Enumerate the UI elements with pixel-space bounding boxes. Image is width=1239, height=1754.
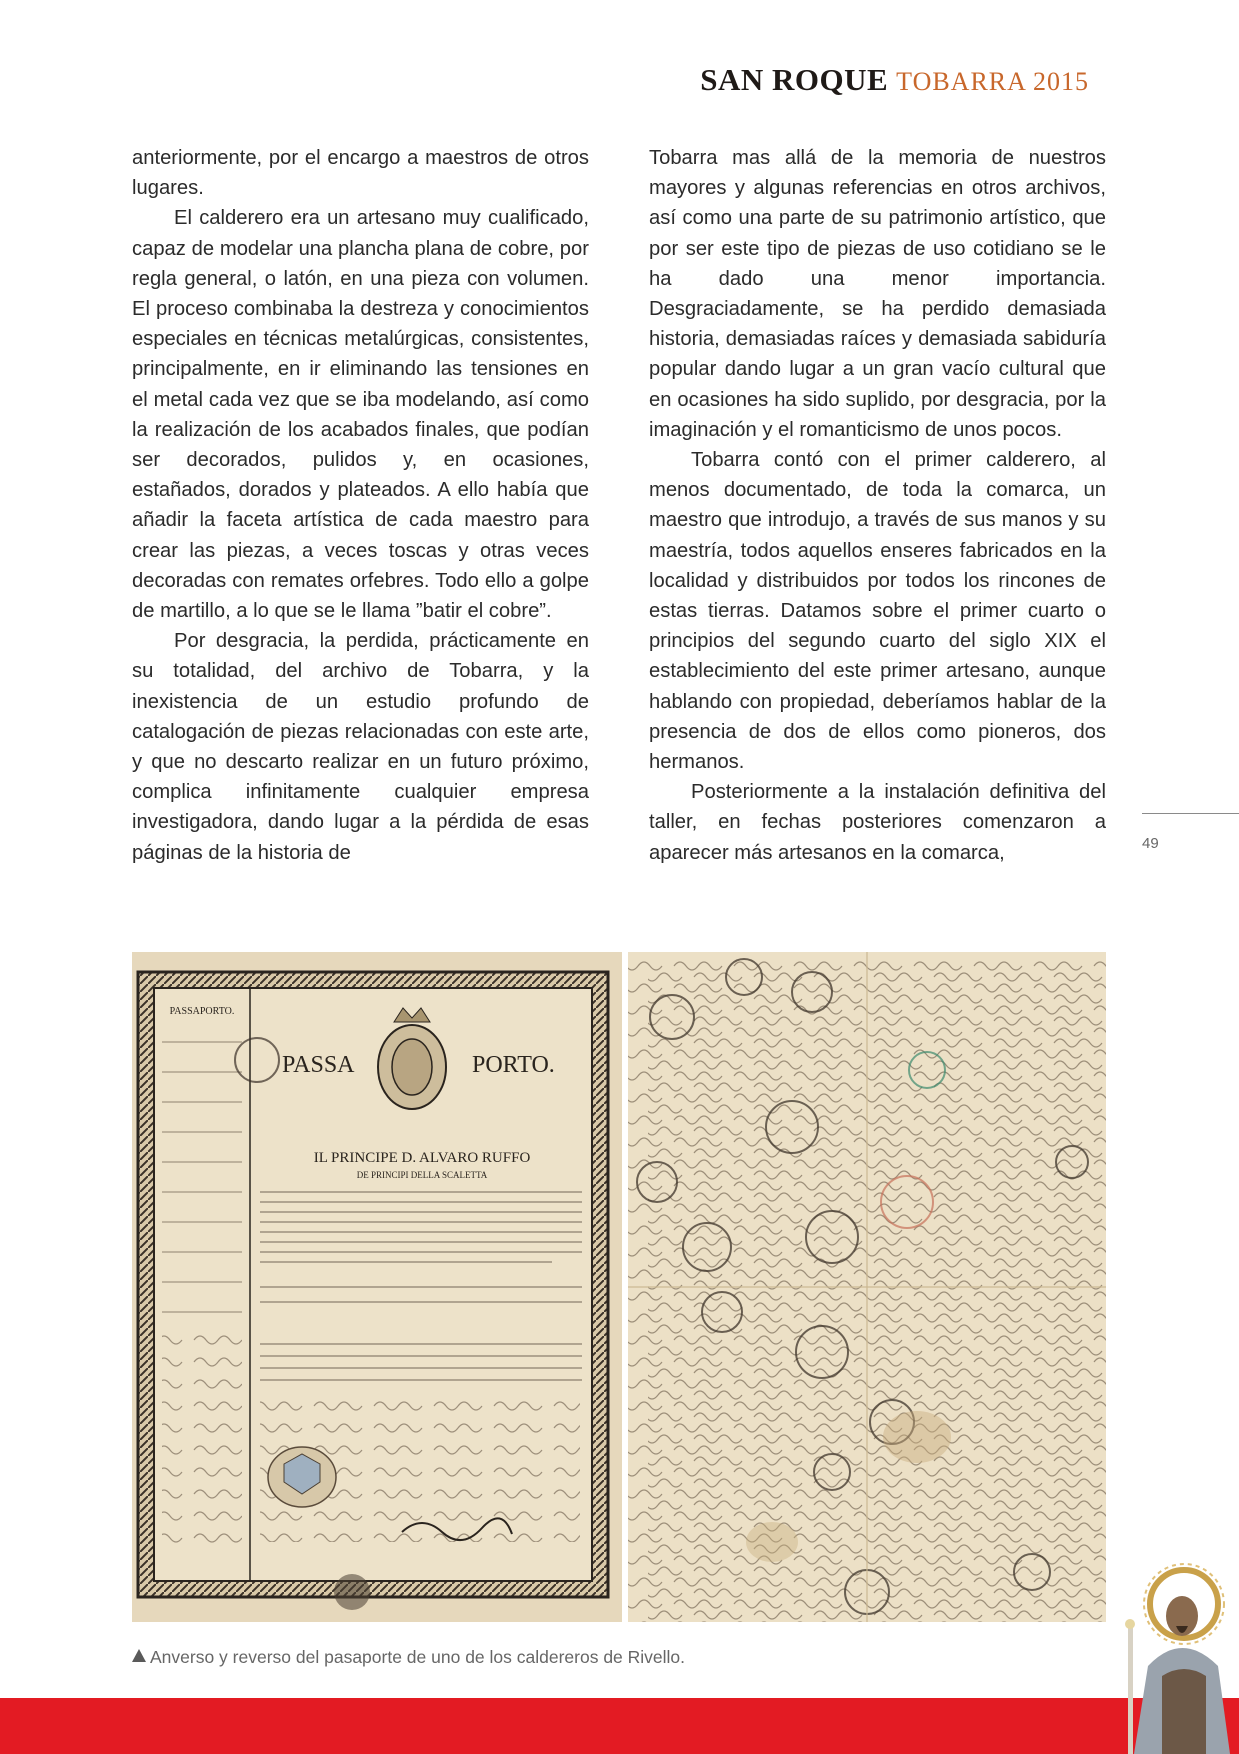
passport-issuer-subtitle: DE PRINCIPI DELLA SCALETTA xyxy=(356,1170,488,1180)
paragraph: Por desgracia, la perdida, prácticamente en su totalidad, del archivo de Tobarra, y la inexistencia de un estudio profundo de catalogación de piezas relacionadas con este arte, y que no descarto realizar en un futuro próximo, complica infinitamente cualquier empresa investigadora, dando lugar a la pérdida de esas páginas de la historia de xyxy=(132,630,589,864)
passport-front xyxy=(132,952,622,1622)
caption-triangle-icon xyxy=(132,1649,146,1662)
passport-photo xyxy=(132,952,1106,1622)
paragraph: El calderero era un artesano muy cualificado, capaz de modelar una plancha plana de cobre, por regla general, o latón, en una pieza con volumen. El proceso combinaba la destreza y conocimientos especiales en técnicas metalúrgicas, consistentes, principalmente, en ir eliminando las tensiones en el metal cada vez que se iba modelando, así como la realización de los acabados finales, que podían ser decorados, pulidos y, en ocasiones, estañados, dorados y plateados. A ello había que añadir la faceta artística de cada maestro para crear las piezas, a veces toscas y otras veces decoradas con remates orfebres. Todo ello a golpe de martillo, a lo que se le llama ”batir el cobre”. xyxy=(132,207,589,623)
passport-back xyxy=(628,952,1106,1622)
passport-illustration xyxy=(132,952,1106,1622)
caption-text: Anverso y reverso del pasaporte de uno de los caldereros de Rivello. xyxy=(150,1647,686,1667)
passport-title-right: PORTO. xyxy=(472,1052,555,1078)
figure-caption xyxy=(132,1647,685,1668)
passport-issuer: IL PRINCIPE D. ALVARO RUFFO xyxy=(313,1150,531,1166)
right-text-column xyxy=(649,143,1106,868)
publication-subtitle: TOBARRA 2015 xyxy=(896,67,1089,96)
paragraph: anteriormente, por el encargo a maestros de otros lugares. xyxy=(132,147,589,200)
publication-title: SAN ROQUE xyxy=(700,62,889,97)
paragraph: Tobarra contó con el primer calderero, al menos documentado, de toda la comarca, un maestro que introdujo, a través de sus manos y su maestría, todos aquellos enseres fabricados en la localidad y distribuidos por todos los rincones de estas tierras. Datamos sobre el primer cuarto o principios del segundo cuarto del siglo XIX el establecimiento del este primer artesano, aunque hablando con propiedad, deberíamos hablar de la presencia de dos de ellos como pioneros, dos hermanos. xyxy=(649,449,1106,774)
seal-icon xyxy=(268,1447,336,1507)
paragraph: Posteriormente a la instalación definitiva del taller, en fechas posteriores comenzaron a aparecer más artesanos en la comarca, xyxy=(649,781,1106,864)
left-text-column xyxy=(132,143,589,868)
page-number: 49 xyxy=(1142,835,1159,852)
paragraph: Tobarra mas allá de la memoria de nuestros mayores y algunas referencias en otros archivos, así como una parte de su patrimonio artístico, que por ser este tipo de piezas de uso cotidiano se le ha dado una menor importancia. Desgraciadamente, se ha perdido demasiada historia, demasiadas raíces y demasiada sabiduría popular dando lugar a un gran vacío cultural que en ocasiones ha sido suplido, por desgracia, por la imaginación y el romanticismo de unos pocos. xyxy=(649,147,1106,441)
passport-side-label: PASSAPORTO. xyxy=(169,1006,235,1017)
passport-title-left: PASSA xyxy=(282,1052,355,1078)
saint-statue-icon xyxy=(1118,1556,1239,1754)
footer-band xyxy=(0,1698,1239,1754)
margin-rule xyxy=(1142,813,1239,814)
running-header xyxy=(700,62,1089,98)
